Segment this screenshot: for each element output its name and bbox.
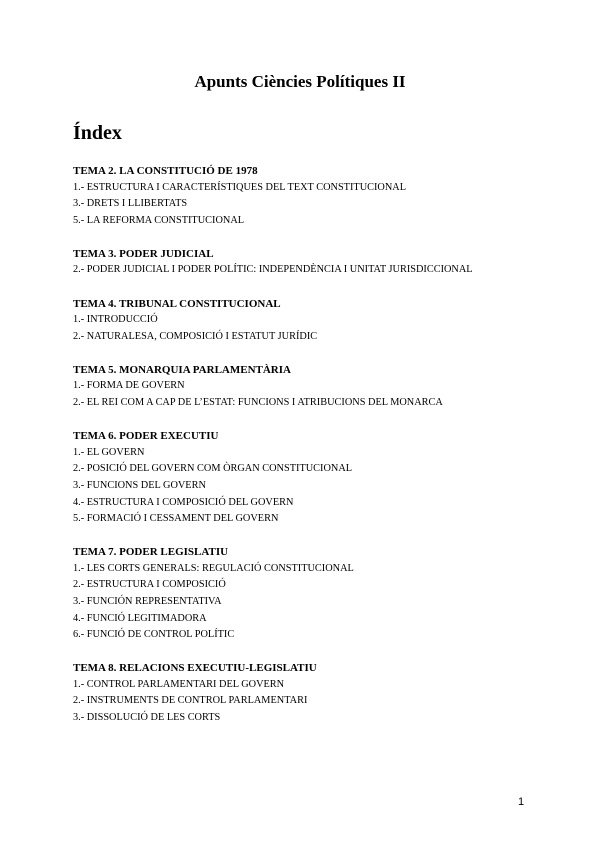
toc-item: 2.- INSTRUMENTS DE CONTROL PARLAMENTARI	[73, 695, 308, 707]
toc-item: 1.- INTRODUCCIÓ	[73, 314, 158, 326]
toc-section	[73, 163, 573, 229]
toc-item: 2.- NATURALESA, COMPOSICIÓ I ESTATUT JURÍDIC	[73, 330, 318, 342]
toc-section	[73, 362, 573, 412]
section-title: TEMA 4. TRIBUNAL CONSTITUCIONAL	[73, 297, 281, 310]
toc-item: 1.- EL GOVERN	[73, 446, 145, 458]
document-title: Apunts Ciències Polítiques II	[194, 72, 406, 91]
toc-section	[73, 428, 573, 528]
toc-item: 5.- LA REFORMA CONSTITUCIONAL	[73, 214, 245, 226]
toc-section	[73, 296, 573, 346]
toc-item: 1.- FORMA DE GOVERN	[73, 380, 185, 392]
section-title: TEMA 3. PODER JUDICIAL	[73, 247, 214, 260]
toc-item: 3.- DRETS I LLIBERTATS	[73, 198, 188, 210]
toc-section	[73, 660, 573, 726]
toc-item: 4.- FUNCIÓ LEGITIMADORA	[73, 612, 207, 624]
toc-section	[73, 544, 573, 644]
toc-item: 1.- CONTROL PARLAMENTARI DEL GOVERN	[73, 678, 285, 690]
page-number: 1	[518, 796, 525, 808]
section-title: TEMA 6. PODER EXECUTIU	[73, 430, 219, 443]
toc-item: 2.- POSICIÓ DEL GOVERN COM ÒRGAN CONSTITUCIONAL	[73, 463, 353, 475]
toc-item: 2.- ESTRUCTURA I COMPOSICIÓ	[73, 579, 226, 591]
toc-item: 3.- DISSOLUCIÓ DE LES CORTS	[73, 712, 221, 724]
table-of-contents	[73, 163, 573, 743]
section-title: TEMA 8. RELACIONS EXECUTIU-LEGISLATIU	[73, 662, 317, 675]
toc-item: 2.- EL REI COM A CAP DE L’ESTAT: FUNCIONS I ATRIBUCIONS DEL MONARCA	[73, 397, 443, 409]
toc-item: 1.- ESTRUCTURA I CARACTERÍSTIQUES DEL TEXT CONSTITUCIONAL	[73, 181, 407, 193]
index-heading: Índex	[73, 122, 122, 144]
toc-item: 3.- FUNCIONS DEL GOVERN	[73, 479, 206, 491]
toc-item: 2.- PODER JUDICIAL I PODER POLÍTIC: INDEPENDÈNCIA I UNITAT JURISDICCIONAL	[73, 264, 473, 276]
section-title: TEMA 2. LA CONSTITUCIÓ DE 1978	[73, 165, 258, 177]
toc-item: 6.- FUNCIÓ DE CONTROL POLÍTIC	[73, 629, 235, 641]
toc-item: 1.- LES CORTS GENERALS: REGULACIÓ CONSTITUCIONAL	[73, 562, 354, 574]
toc-section	[73, 246, 573, 279]
section-title: TEMA 5. MONARQUIA PARLAMENTÀRIA	[73, 363, 291, 376]
section-title: TEMA 7. PODER LEGISLATIU	[73, 546, 229, 559]
toc-item: 5.- FORMACIÓ I CESSAMENT DEL GOVERN	[73, 513, 279, 525]
toc-item: 4.- ESTRUCTURA I COMPOSICIÓ DEL GOVERN	[73, 496, 294, 508]
toc-item: 3.- FUNCIÓN REPRESENTATIVA	[73, 595, 222, 607]
